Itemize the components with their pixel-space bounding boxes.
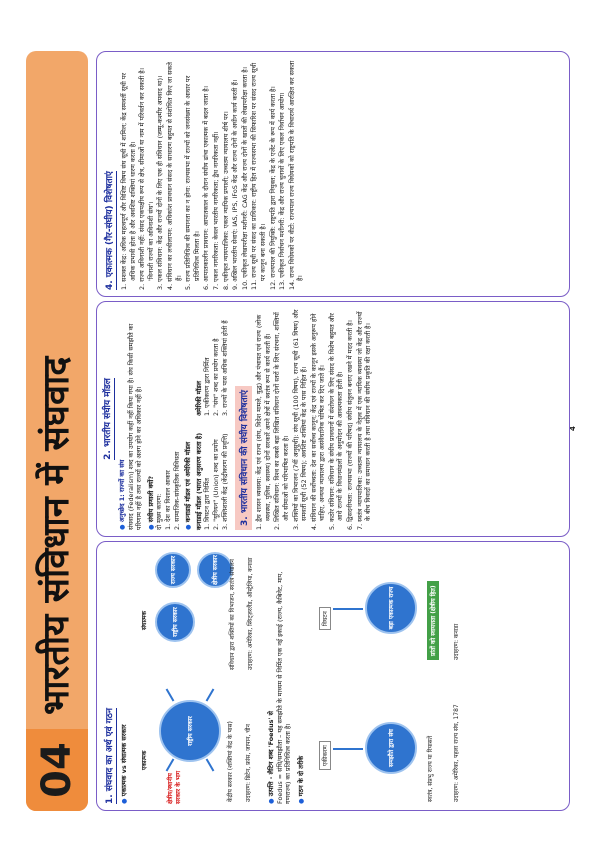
federal-feature-item: 5. कठोर संविधान: संविधान के संघीय प्रावधानों में संशोधन के लिए संसद के विशेष बहुमत और आधे राज्यों के विधानमंडलों के अनुमोदन की आवश्यकता होती है।	[327, 313, 345, 530]
section-title-4: 4. एकात्मक (गैर-संघीय) विशेषताएं	[102, 171, 117, 290]
state-gov-circle: राज्य सरकार	[155, 552, 191, 588]
unitary-feature-item: 6. आपातकालीन प्रावधान: आपातकाल के दौरान संघीय ढांचा एकात्मक में बदल जाता है।	[202, 85, 211, 290]
unitary-label: एकात्मक	[141, 750, 148, 770]
unitary-feature-item: 8. एकीकृत न्यायपालिका: एकल न्यायिक प्रणाली; उच्चतम न्यायालय शीर्ष पर।	[221, 111, 230, 290]
section-title-1: 1. संघवाद का अर्थ एवं गठन	[102, 708, 117, 804]
unitary-feature-item: 11. राज्य सूची पर संसद का प्राधिकार: राष्ट्रीय हित में राज्यसभा की सिफारिश पर संसद राज्य सूची पर कानून बना सकती है।	[250, 62, 267, 290]
american-item: 1. एकीकरण द्वारा निर्मित	[203, 357, 212, 416]
unitary-feature-item: 1. सशक्त केंद्र: अधिक महत्वपूर्ण और विशिष्ट विषय संघ सूची में शामिल; केंद्र समवर्ती सूची पर अधिक प्रभावी होता है और अवशिष्ट शक्तियां धारण करता है।	[120, 72, 137, 290]
unitary-vs-federal-heading: ● एकात्मक vs संघात्मक सरकार	[120, 724, 128, 804]
unitary-feature-item: 2. राज्य अविनाशी नहीं: संसद एकपक्षीय रूप से क्षेत्र, सीमाओं या नाम में परिवर्तन कर सकती है। 'विनाशी राज्यों का अविनाशी संघ'।	[138, 67, 155, 290]
formation-title: ● गठन के दो तरीके	[296, 755, 305, 804]
panel-unitary-features	[96, 51, 570, 297]
federal-feature-item: 2. लिखित संविधान: विश्व का सबसे बड़ा लिखित संविधान दोनों स्तरों के लिए संरचना, शक्तियों और सीमाओं को परिभाषित करता है।	[273, 312, 290, 530]
federal-feature-item: 4. संविधान की सर्वोच्चता: देश का सर्वोच्च कानून; केंद्र एवं राज्यों के कानून इसके अनुरूप होने चाहिए, अन्यथा न्यायालय द्वारा असंवैधानिक घोषित कर दिए जाते हैं।	[309, 313, 327, 530]
integration-example: उदाहरण: अमेरिका, पहला राज्य संघ, 1787	[453, 704, 460, 802]
unitary-feature-item: 12. राज्यपाल की नियुक्ति: राष्ट्रपति द्वारा नियुक्त; केंद्र के एजेंट के रूप में कार्य करता है।	[268, 86, 277, 290]
unitary-note: केंद्रीय सरकार (शक्तियां केंद्र के पास)	[227, 721, 234, 802]
american-item: 3. राज्यों के पास अधिक शक्तियां होती हैं	[220, 320, 229, 416]
chapter-number: 04	[26, 729, 88, 811]
american-title: अमेरिकी मॉडल	[194, 381, 203, 416]
canadian-title: कनाडाई मॉडल (भारत अनुसरण करता है)	[194, 432, 203, 530]
panel-indian-federal-model	[96, 301, 570, 537]
unitary-feature-item: 14. राज्य विधेयकों पर वीटो: राज्यपाल राज्य विधेयकों को राष्ट्रपति के विचारार्थ आरक्षित कर सकता है।	[287, 60, 305, 290]
national-gov-circle-unitary: राष्ट्रीय सरकार	[159, 700, 221, 762]
connector-line	[166, 688, 175, 701]
rotated-page	[26, 51, 577, 811]
features-title: 3. भारतीय संविधान की संघीय विशेषताएं	[235, 386, 252, 530]
unitary-feature-item: 13. एकीकृत निर्वाचन मशीनरी: केंद्र और राज्य चुनावों के लिए एकल निर्वाचन आयोग।	[278, 92, 287, 290]
connector-line	[333, 748, 363, 750]
chapter-title: भारतीय संविधान में संघवाद	[36, 356, 77, 715]
federation-circle: समझौते द्वारा संघ	[365, 722, 417, 774]
states-label: स्वतंत्र, संप्रभु राज्य या रियासतें	[427, 735, 434, 802]
section-title-2: 2. भारतीय संघीय मॉडल	[100, 378, 115, 460]
unitary-feature-item: 7. एकल नागरिकता: केवल भारतीय नागरिकता; द्वैध नागरिकता नहीं।	[211, 131, 220, 290]
origin-title: ● उत्पत्ति - लैटिन शब्द 'Foedus' से	[267, 711, 275, 804]
unitary-feature-item: 4. संविधान का लचीलापन: अधिकांश प्रावधान संसद के साधारण बहुमत से संशोधित किए जा सकते हैं।	[165, 62, 183, 290]
local-gov-label: क्षेत्रीय/स्थानीय सरकार के भाग	[167, 770, 182, 804]
why-item: 2. सामाजिक-सांस्कृतिक विविधता	[172, 451, 181, 530]
page-number: 4	[569, 426, 577, 431]
unitary-feature-item: 3. एकल संविधान: केंद्र और राज्यों दोनों के लिए एक ही संविधान (जम्मू-कश्मीर अपवाद था)।	[156, 75, 165, 290]
integration-label: एकीकरण	[319, 741, 331, 770]
canadian-item: 2. "यूनियन" (Union) शब्द का प्रयोग	[211, 439, 220, 530]
federal-examples: उदाहरण: अमेरिका, स्विट्ज़रलैंड, ऑस्ट्रेलिया, कनाडा	[247, 557, 254, 670]
panel-meaning-formation	[96, 541, 570, 811]
division-label: विघटन	[319, 607, 331, 630]
canadian-item: 1. विघटन द्वारा निर्मित	[203, 478, 212, 530]
federal-label: संघात्मक	[141, 610, 148, 630]
regional-gov-circle: क्षेत्रीय सरकार	[197, 552, 233, 588]
division-example: उदाहरण: कनाडा	[453, 623, 460, 660]
origin-text: Foedus = संधि/समझौता – यह समझौते के माध्यम से निर्मित एक नई इकाई (राज्य, कैबिनेट, माप, गणराज्य) का प्रतिनिधित्व करता है।	[275, 571, 293, 804]
canadian-model	[195, 422, 229, 530]
unitary-feature-item: 10. एकीकृत लेखापरीक्षा मशीनरी: CAG केंद्र और राज्य दोनों के खातों की लेखापरीक्षा करता है।	[240, 66, 249, 290]
why-title: ● संघीय प्रणाली क्यों?	[146, 475, 155, 530]
national-gov-circle-federal: राष्ट्रीय सरकार	[155, 602, 195, 642]
chapter-header	[26, 51, 88, 811]
federal-feature-item: 3. शक्तियों का विभाजन (7वीं अनुसूची): संघ सूची (100 विषय), राज्य सूची (61 विषय) और समवर्ती सूची (52 विषय); अवशिष्ट शक्तियां केंद्र के पास निहित हैं।	[291, 309, 309, 530]
unitary-state-circle: बड़ा एकात्मक राज्य	[365, 582, 417, 634]
provinces-label: प्रांतों को स्वायत्तता (क्षेत्रीय हित)	[427, 581, 439, 660]
why-intro: दो मुख्य कारण:	[155, 493, 164, 530]
american-model	[195, 308, 229, 416]
unitary-feature-item: 9. अखिल भारतीय सेवाएं: IAS, IPS, IFoS केंद्र और राज्य दोनों के अधीन कार्य करती हैं।	[231, 79, 240, 290]
why-item: 1. देश का विशाल आकार	[163, 470, 172, 530]
federal-note: संविधान द्वारा शक्तियों का विभाजन, स्वतंत्र संचालन	[229, 558, 236, 670]
federal-feature-item: 6. द्विसदनीयता: राज्यसभा (राज्यों की परिषद) संघीय संतुलन बनाए रखने में मदद करती है।	[346, 320, 355, 530]
canadian-item: 3. शक्तिशाली केंद्र (केंद्रीकरण की प्रवृत्ति)	[220, 433, 229, 530]
model-title: ● कनाडाई मॉडल एवं अमेरिकी मॉडल	[184, 441, 193, 530]
connector-line	[206, 758, 215, 771]
american-item: 2. "संघ" शब्द का प्रयोग करता है	[211, 338, 220, 416]
article1-title: ● अनुच्छेद 1: राज्यों का संघ	[118, 459, 126, 530]
federal-feature-item: 7. स्वतंत्र न्यायपालिका: उच्चतम न्यायालय के नेतृत्व में एक न्यायिक व्यवस्था जो केंद्र और राज्यों के बीच विवादों का समाधान करती है तथा संविधान की संघीय प्रकृति की रक्षा करती है।	[355, 311, 373, 530]
connector-line	[206, 688, 215, 701]
article1-text: संघवाद (Federalism) शब्द का उपयोग कहीं नहीं किया गया है। संघ किसी समझौते का परिणाम नहीं है तथा राज्यों को अलग होने का अधिकार नहीं है।	[126, 323, 144, 530]
models-comparison	[195, 308, 229, 530]
unitary-feature-item: 5. राज्य प्रतिनिधित्व की समानता का न होना: राज्यसभा में राज्यों को जनसंख्या के आधार पर प्रतिनिधित्व मिलता है।	[184, 75, 201, 290]
connector-line	[333, 608, 363, 610]
unitary-examples: उदाहरण: ब्रिटेन, फ्रांस, जापान, चीन	[245, 724, 252, 802]
origin-block	[267, 542, 305, 810]
federal-feature-item: 1. द्वैध शासन व्यवस्था: केंद्र एवं राज्य (संघ, विदेश मामले, युद्ध) और पंचायत एवं राज्य (लोक व्यवस्था, पुलिस, स्वास्थ्य) दोनों सरकारें अपने क्षेत्रों में स्वतंत्र रूप से कार्य करती हैं।	[255, 314, 272, 530]
